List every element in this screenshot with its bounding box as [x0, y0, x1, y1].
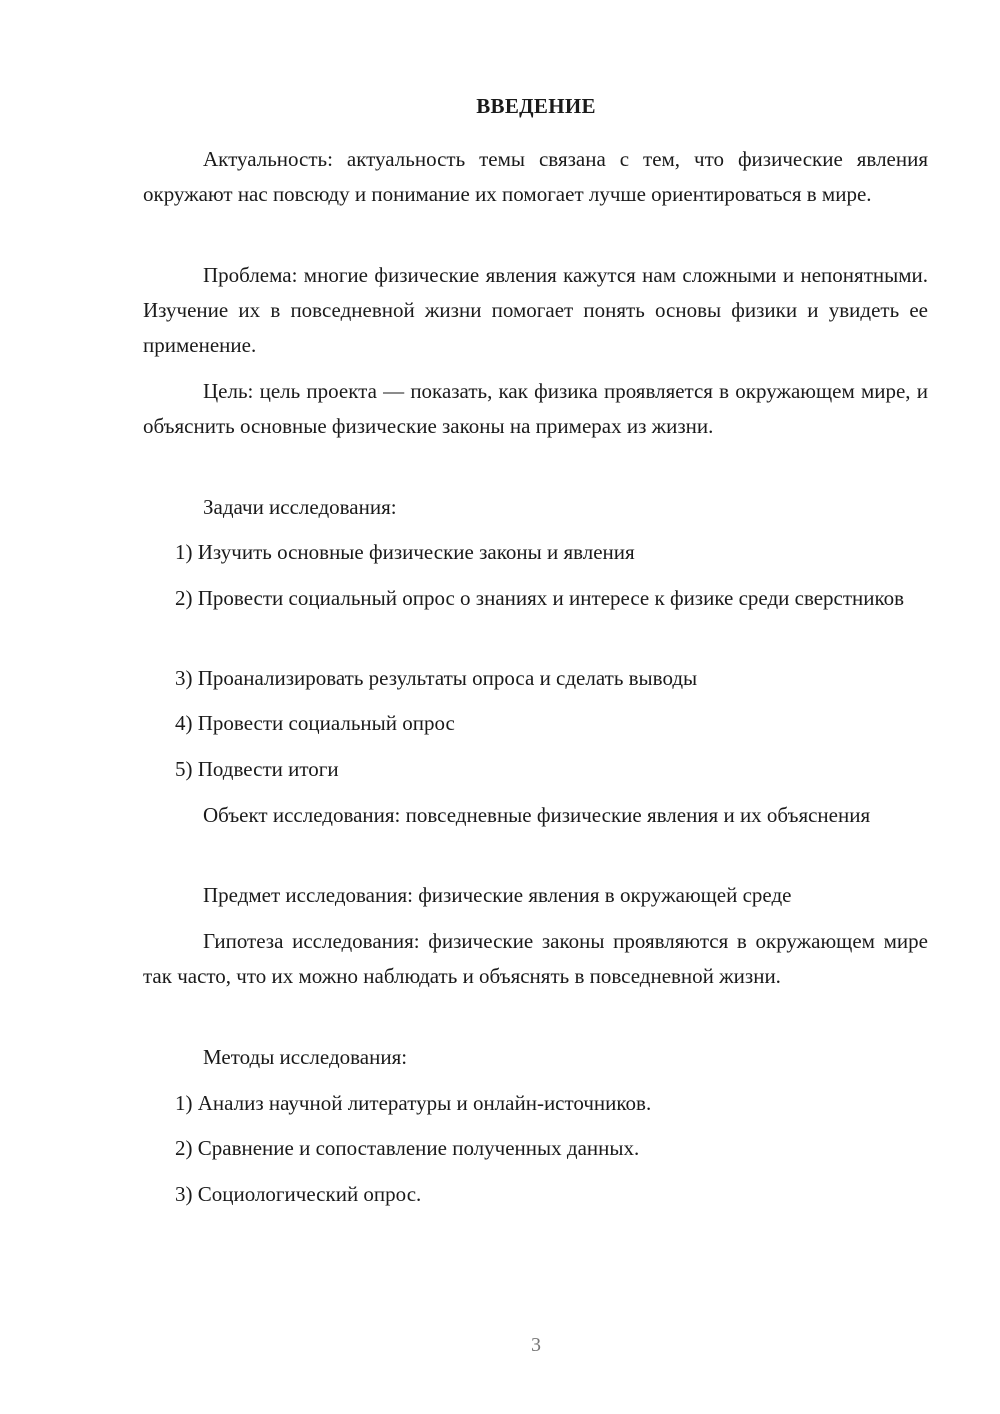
task-item-3: 3) Проанализировать результаты опроса и сделать выводы: [175, 666, 698, 690]
task-item-4: 4) Провести социальный опрос: [175, 711, 455, 735]
problem-paragraph: Проблема: многие физические явления кажутся нам сложными и непонятными. Изучение их в повседневной жизни помогает понять основы физики и увидеть ее применение.: [143, 263, 928, 357]
method-item-3: 3) Социологический опрос.: [175, 1182, 422, 1206]
relevance-paragraph: Актуальность: актуальность темы связана с тем, что физические явления окружают нас повсюду и понимание их помогает лучше ориентироваться в мире.: [143, 147, 928, 206]
task-item-1: 1) Изучить основные физические законы и явления: [175, 540, 635, 564]
tasks-heading: Задачи исследования:: [203, 495, 397, 519]
section-title: ВВЕДЕНИЕ: [476, 94, 596, 118]
task-item-2: 2) Провести социальный опрос о знаниях и интересе к физике среди сверстников: [175, 586, 905, 610]
subject-paragraph: Предмет исследования: физические явления в окружающей среде: [203, 883, 792, 907]
hypothesis-paragraph: Гипотеза исследования: физические законы проявляются в окружающем мире так часто, что их можно наблюдать и объяснять в повседневной жизни.: [143, 929, 928, 988]
object-paragraph: Объект исследования: повседневные физические явления и их объяснения: [203, 803, 871, 827]
method-item-1: 1) Анализ научной литературы и онлайн-источников.: [175, 1091, 652, 1115]
methods-heading: Методы исследования:: [203, 1045, 408, 1069]
method-item-2: 2) Сравнение и сопоставление полученных данных.: [175, 1136, 640, 1160]
task-item-5: 5) Подвести итоги: [175, 757, 339, 781]
page-number: 3: [531, 1334, 541, 1356]
goal-paragraph: Цель: цель проекта — показать, как физика проявляется в окружающем мире, и объяснить основные физические законы на примерах из жизни.: [143, 379, 928, 438]
